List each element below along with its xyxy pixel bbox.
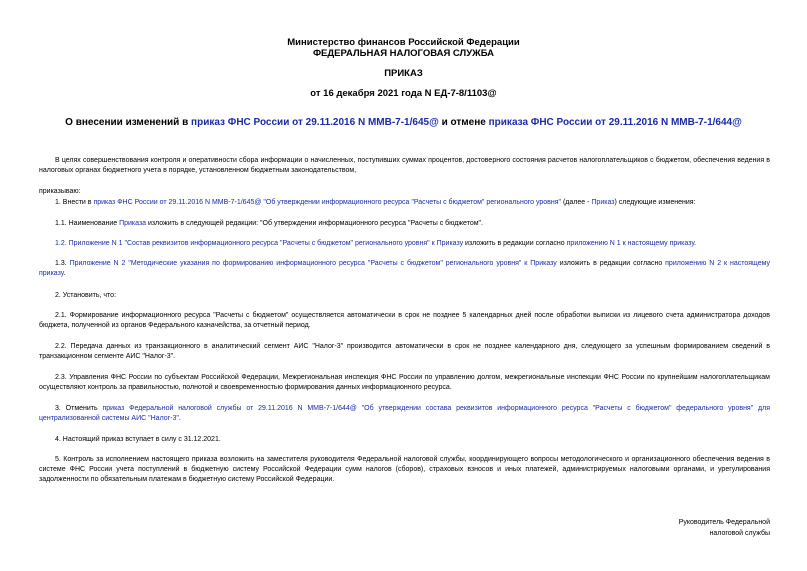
paragraph-2-3: 2.3. Управления ФНС России по субъектам Российской Федерации, Межрегиональная инспекция ФНС России по управлению долгом, межрегиональные инспекции ФНС России по крупнейшим налогоплательщикам осуществляют контроль за правильностью, полнотой и своевременностью формирования данных информационного ресурса.: [39, 374, 770, 391]
p1-text-a: 1. Внести в: [55, 199, 94, 206]
title-link-order-645[interactable]: приказ ФНС России от 29.11.2016 N ММВ-7-1/645@: [191, 117, 439, 128]
p12-text-c: .: [694, 240, 697, 247]
p11-text-b: изложить в следующей редакции: "Об утверждении информационного ресурса "Расчеты с бюджетом".: [146, 220, 483, 227]
p11-link-order[interactable]: Приказа: [119, 220, 147, 227]
paragraph-5: 5. Контроль за исполнением настоящего приказа возложить на заместителя руководителя Федеральной налоговой службы, координирующего вопросы методологического и организационного обеспечения ведения в системе ФНС России учета поступлений в бюджетную систему Российской Федерации сумм налогов (сборов), страховых взносов и иных платежей, администрируемых налоговыми органами, и урегулирования задолженности по обязательным платежам в бюджетную систему Российской Федерации.: [39, 456, 770, 483]
paragraph-3: [39, 404, 770, 424]
document-title: [0, 117, 807, 129]
signature-title-line2: налоговой службы: [709, 530, 770, 537]
paragraph-1: [39, 198, 770, 208]
paragraph-2-2: 2.2. Передача данных из транзакционного в аналитический сегмент АИС "Налог-3" производится автоматически в срок не позднее календарного дня, следующего за успешным формированием сведений в транзакционном сегменте АИС "Налог-3".: [39, 343, 770, 360]
service-name: ФЕДЕРАЛЬНАЯ НАЛОГОВАЯ СЛУЖБА: [312, 48, 495, 59]
paragraph-1-2: [39, 239, 770, 249]
p11-text-a: 1.1. Наименование: [55, 220, 120, 227]
p1-link-order[interactable]: Приказ: [591, 199, 615, 206]
p3-link-order-644[interactable]: приказ Федеральной налоговой службы от 29.11.2016 N ММВ-7-1/644@ "Об утверждении состава реквизитов информационного ресурса "Расчеты с бюджетом" федерального уровня" для централизованной системы АИС "Налог-3": [39, 405, 770, 422]
p13-text-b: изложить в редакции согласно: [556, 260, 666, 267]
title-link-order-644[interactable]: приказа ФНС России от 29.11.2016 N ММВ-7-1/644@: [488, 117, 742, 128]
order-date-number: от 16 декабря 2021 года N ЕД-7-8/1103@: [310, 88, 497, 99]
p13-text-c: .: [63, 270, 66, 277]
paragraph-2: 2. Установить, что:: [55, 292, 117, 299]
paragraph-1-1: [39, 219, 770, 229]
orders-word: приказываю:: [39, 188, 81, 195]
title-prefix: О внесении изменений в: [65, 117, 192, 128]
p1-link-order-645[interactable]: приказ ФНС России от 29.11.2016 N ММВ-7-1/645@ "Об утверждении информационного ресурса "Расчеты с бюджетом" регионального уровня": [93, 199, 562, 206]
title-middle: и отмене: [438, 117, 489, 128]
order-label: ПРИКАЗ: [384, 68, 423, 79]
p12-link-appendix-1[interactable]: 1.2. Приложение N 1 "Состав реквизитов информационного ресурса "Расчеты с бюджетом" регионального уровня" к Приказу: [55, 240, 464, 247]
ministry-name: Министерство финансов Российской Федерации: [287, 37, 520, 48]
p12-text-b: изложить в редакции согласно: [463, 240, 567, 247]
p13-link-to-appendix-2[interactable]: приложению N 2 к настоящему приказу: [39, 260, 771, 277]
p13-text-a: 1.3.: [55, 260, 70, 267]
p3-text-a: 3. Отменить: [55, 405, 103, 412]
intro-paragraph: В целях совершенствования контроля и оперативности сбора информации о начисленных, поступивших суммах процентов, достоверного состояния расчетов налогоплательщиков с бюджетом, обеспечения ведения в налоговых органах бюджетного учета в порядке, установленном бюджетным законодательством,: [39, 157, 770, 174]
paragraph-4: 4. Настоящий приказ вступает в силу с 31.12.2021.: [55, 436, 221, 443]
p1-text-c: ) следующие изменения:: [614, 199, 696, 206]
p12-link-to-appendix-1[interactable]: приложению N 1 к настоящему приказу: [566, 240, 695, 247]
p3-text-b: .: [178, 415, 181, 422]
paragraph-2-1: 2.1. Формирование информационного ресурса "Расчеты с бюджетом" осуществляется автоматически в срок не позднее 5 календарных дней после обработки выписки из лицевого счета администратора доходов бюджета, полученной из органов Федерального казначейства, за отчетный период.: [39, 312, 770, 329]
p13-link-appendix-2[interactable]: Приложение N 2 "Методические указания по формированию информационного ресурса "Расчеты с бюджетом" регионального уровня" к Приказу: [69, 260, 557, 267]
signature-title-line1: Руководитель Федеральной: [678, 519, 770, 526]
p1-text-b: (далее -: [561, 199, 592, 206]
paragraph-1-3: [39, 259, 770, 279]
